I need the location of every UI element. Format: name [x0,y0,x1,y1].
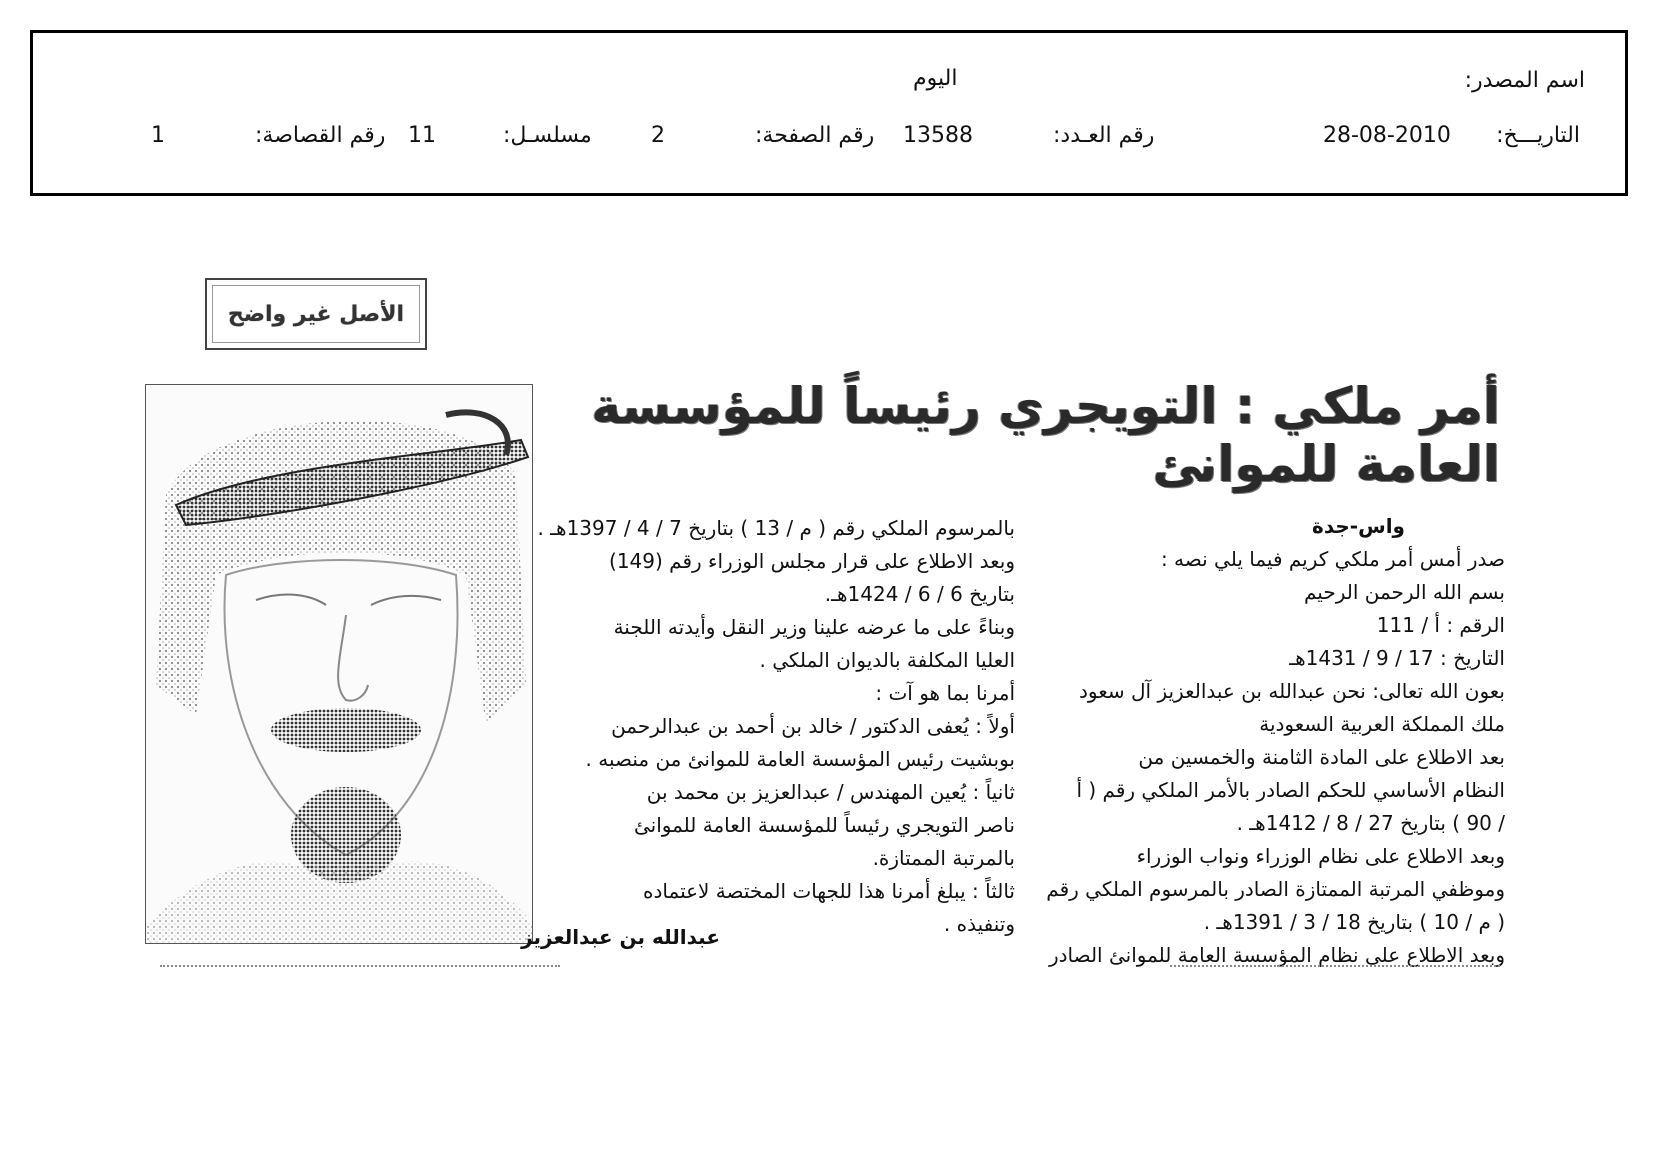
issue-label: رقم العـدد: [1053,123,1155,148]
notice-text: الأصل غير واضح [227,301,405,327]
clipping-edge-left [160,965,560,967]
text-line: بوبشيت رئيس المؤسسة العامة للموانئ من منصبه . [585,747,1015,771]
portrait-photo [145,384,533,944]
text-line: التاريخ : 17 / 9 / 1431هـ [1289,646,1505,670]
clipping-header [30,30,1628,196]
date-value: 28-08-2010 [1323,123,1451,148]
byline: واس-جدة [1312,514,1405,538]
text-line: بعون الله تعالى: نحن عبدالله بن عبدالعزيز آل سعود [1079,679,1505,703]
clipping-value: 1 [151,123,165,148]
text-line: ملك المملكة العربية السعودية [1259,712,1505,736]
issue-value: 13588 [903,123,973,148]
text-line: أمرنا بما هو آت : [875,681,1015,705]
text-line: ثالثاً : يبلغ أمرنا هذا للجهات المختصة لاعتماده [643,879,1015,903]
text-line: وبناءً على ما عرضه علينا وزير النقل وأيدته اللجنة [613,615,1015,639]
text-line: وبعد الاطلاع على قرار مجلس الوزراء رقم (149) [609,549,1015,573]
text-line: بتاريخ 6 / 6 / 1424هـ. [824,582,1015,606]
serial-value: 11 [408,123,436,148]
text-line: النظام الأساسي للحكم الصادر بالأمر الملكي رقم ( أ [1076,778,1505,802]
unclear-original-notice [205,278,427,350]
text-line: ثانياً : يُعين المهندس / عبدالعزيز بن محمد بن [646,780,1015,804]
text-line: بسم الله الرحمن الرحيم [1303,580,1505,604]
source-label: اسم المصدر: [1464,68,1585,93]
text-line: وموظفي المرتبة الممتازة الصادر بالمرسوم الملكي رقم [1046,877,1505,901]
page-label: رقم الصفحة: [755,123,875,148]
text-line: ( م / 10 ) بتاريخ 18 / 3 / 1391هـ . [1203,910,1505,934]
text-line: وبعد الاطلاع على نظام المؤسسة العامة للموانئ الصادر [1048,943,1505,967]
text-line: العليا المكلفة بالديوان الملكي . [759,648,1015,672]
headline-text: أمر ملكي : التويجري رئيساً للمؤسسة العامة للموانئ [591,377,1500,493]
text-line: صدر أمس أمر ملكي كريم فيما يلي نصه : [1160,547,1505,571]
text-line: وتنفيذه . [943,912,1015,936]
text-line: / 90 ) بتاريخ 27 / 8 / 1412هـ . [1236,811,1505,835]
portrait-drawing [146,385,533,944]
text-line: بالمرسوم الملكي رقم ( م / 13 ) بتاريخ 7 / 4 / 1397هـ . [537,516,1015,540]
text-line: وبعد الاطلاع على نظام الوزراء ونواب الوزراء [1136,844,1505,868]
text-line: الرقم : أ / 111 [1376,613,1505,637]
serial-label: مسلسـل: [503,123,592,148]
text-line: ناصر التويجري رئيساً للمؤسسة العامة للموانئ [633,813,1015,837]
text-line: بعد الاطلاع على المادة الثامنة والخمسين من [1138,745,1505,769]
clipping-label: رقم القصاصة: [255,123,386,148]
source-value: اليوم [913,66,958,91]
article-column-right [1046,510,1505,972]
article-headline [560,377,1500,493]
text-line: أولاً : يُعفى الدكتور / خالد بن أحمد بن عبدالرحمن [611,714,1015,738]
clipping-edge-right [1170,965,1500,967]
article-signature: عبدالله بن عبدالعزيز [521,925,720,949]
page-value: 2 [651,123,665,148]
date-label: التاريـــخ: [1496,123,1580,148]
text-line: بالمرتبة الممتازة. [872,846,1015,870]
article-column-left [537,512,1015,941]
